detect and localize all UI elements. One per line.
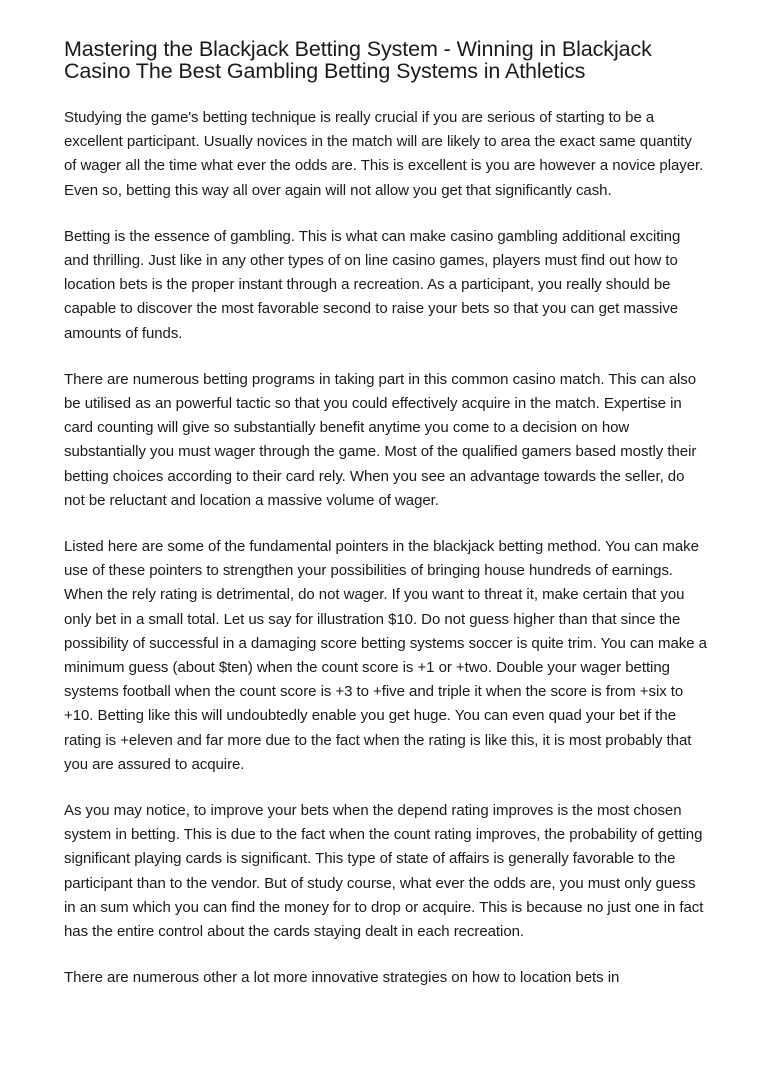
paragraph: There are numerous betting programs in taking part in this common casino match. This can also be utilised as an powerful tactic so that you could effectively acquire in the match. Expertise in card counting will give so substantially benefit anytime you come to a decision on how substantially you must wager through the game. Most of the qualified gamers based mostly their betting choices according to their card rely. When you see an advantage towards the seller, do not be reluctant and location a massive volume of wager. xyxy=(64,370,697,509)
paragraph: As you may notice, to improve your bets when the depend rating improves is the most chosen system in betting. This is due to the fact when the count rating improves, the probability of getting significant playing cards is significant. This type of state of affairs is generally favorable to the participant than to the vendor. But of study course, what ever the odds are, you must only guess in an sum which you can find the money for to drop or acquire. This is because no just one in fact has the entire control about the cards staying dealt in each recreation. xyxy=(64,802,704,941)
document-page xyxy=(64,38,708,1013)
paragraph: Betting is the essence of gambling. This is what can make casino gambling additional exciting and thrilling. Just like in any other types of on line casino games, players must find out how to location bets is the proper instant through a recreation. As a participant, you really should be capable to discover the most favorable second to raise your bets so that you can get massive amounts of funds. xyxy=(64,227,681,342)
document-body xyxy=(64,106,708,991)
paragraph: There are numerous other a lot more innovative strategies on how to location bets in xyxy=(64,969,620,987)
document-title: Mastering the Blackjack Betting System - Winning in Blackjack Casino The Best Gambling Betting Systems in Athletics xyxy=(64,37,652,83)
paragraph: Studying the game's betting technique is really crucial if you are serious of starting to be a excellent participant. Usually novices in the match will are likely to area the exact same quantity of wager all the time what ever the odds are. This is excellent is you are however a novice player. Even so, betting this way all over again will not allow you get that significantly cash. xyxy=(64,109,704,199)
paragraph: Listed here are some of the fundamental pointers in the blackjack betting method. You can make use of these pointers to strengthen your possibilities of bringing house hundreds of earnings. When the rely rating is detrimental, do not wager. If you want to threat it, make certain that you only bet in a small total. Let us say for illustration $10. Do not guess higher than that since the possibility of successful in a damaging score betting systems soccer is quite trim. You can make a minimum guess (about $ten) when the count score is +1 or +two. Double your wager betting systems football when the count score is +3 to +five and triple it when the score is from +six to +10. Betting like this will undoubtedly enable you get huge. You can even quad your bet if the rating is +eleven and far more due to the fact when the rating is like this, it is most probably that you are assured to acquire. xyxy=(64,538,707,773)
